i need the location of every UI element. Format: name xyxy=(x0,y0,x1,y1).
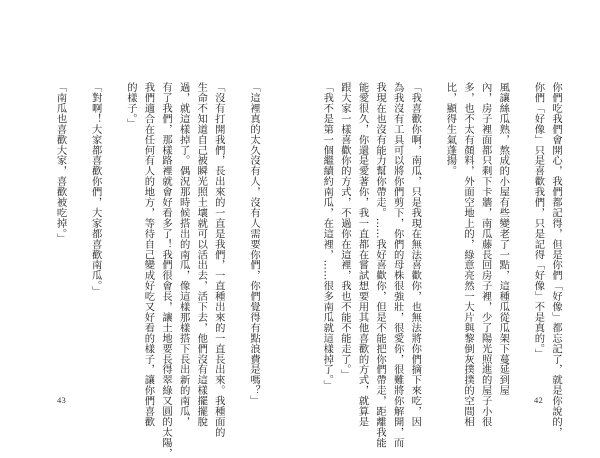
text-column: 我們適合在任何有人的地方，等待自己變成好吃又好看的樣子，讓你們喜歡 xyxy=(142,82,155,427)
paragraph-gap xyxy=(423,82,441,348)
page-number-right: 42 xyxy=(534,395,544,405)
paragraph-gap xyxy=(68,82,86,348)
text-column: 過，就這樣掉了。偶況那時候搭出的南瓜，像這樣那樣搭下長出新的南瓜， xyxy=(177,82,190,427)
text-column: 「我不是第一個繼續約南瓜，在這裡，……很多南瓜就這樣掉了。」 xyxy=(321,82,334,391)
page-number-left: 43 xyxy=(57,395,67,405)
text-column: 「對啊！大家都喜歡你們，大家都喜歡南瓜。」 xyxy=(89,82,102,297)
text-column: 跟大家一樣喜歡你的方式，不過你在這裡，我也不能不能走了。」 xyxy=(338,82,351,380)
text-column: 「南瓜也喜歡大家，喜歡被吃掉。」 xyxy=(54,82,67,245)
text-column: 生命不知道自己被瞬光照土壤就可以活出去，活下去，他們沒有這樣擺擺脫 xyxy=(195,82,208,427)
text-column: 的樣子。」 xyxy=(124,82,137,130)
text-column: 能愛很久，你還是愛著你，我一直都在嘗試想要用其他喜歡的方式，就算是 xyxy=(356,82,369,427)
text-column: 「這裡真的太久沒有人，沒有人需要你們，你們覺得有點浪費是嗎？」 xyxy=(248,82,260,406)
paragraph-gap xyxy=(227,82,245,348)
paragraph-gap xyxy=(511,82,529,348)
text-column: 比，顯得生氣蓬揚。 xyxy=(444,82,457,177)
right-page xyxy=(300,0,600,448)
text-column: 「我喜歡你啊，南瓜，只是我現在無法喜歡你，也無法將你們摘下來吃，因 xyxy=(409,82,422,427)
text-column: 為我沒有工具可以將你們剪下，你們的母株很強壯，很愛你，很難將你解開，而 xyxy=(391,82,404,448)
text-column: 我現在也沒有能力幫你帶走。……我好喜歡你，但是不能把你們帶走，距離我能 xyxy=(374,82,387,448)
paragraph-gap xyxy=(104,82,122,348)
text-column: 風讓絲瓜熟，熬成的小屋有些變老了一點，這種瓜從瓜架下蔓延到屋 xyxy=(497,82,510,396)
text-column: 「沒有打開我們，長出來的一直是我們，一直種出來的一直長出來。我種面的 xyxy=(212,82,225,438)
text-column: 多，也不太有顏料，外面空地上的，綠意亮然一大片與黎倒灰撲撲的空間相 xyxy=(462,82,475,427)
text-column: 有了我們，那樣路裡就會好看多了！我們很會長，讓土地要長得翠綠又圓的太陽， xyxy=(160,82,173,458)
text-column: 你們「好像」只是喜歡我們，只是記得「好像」不是真的。」 xyxy=(532,82,545,359)
text-column: 你們吃我們會開心，我們都記得，但是你們「好像」都忘記了，就是你說的， xyxy=(550,82,562,438)
text-column: 內，房子裡面都只剩下卡牆，南瓜藤長回房子裡，少了陽光照進的屋子小很 xyxy=(479,82,492,427)
